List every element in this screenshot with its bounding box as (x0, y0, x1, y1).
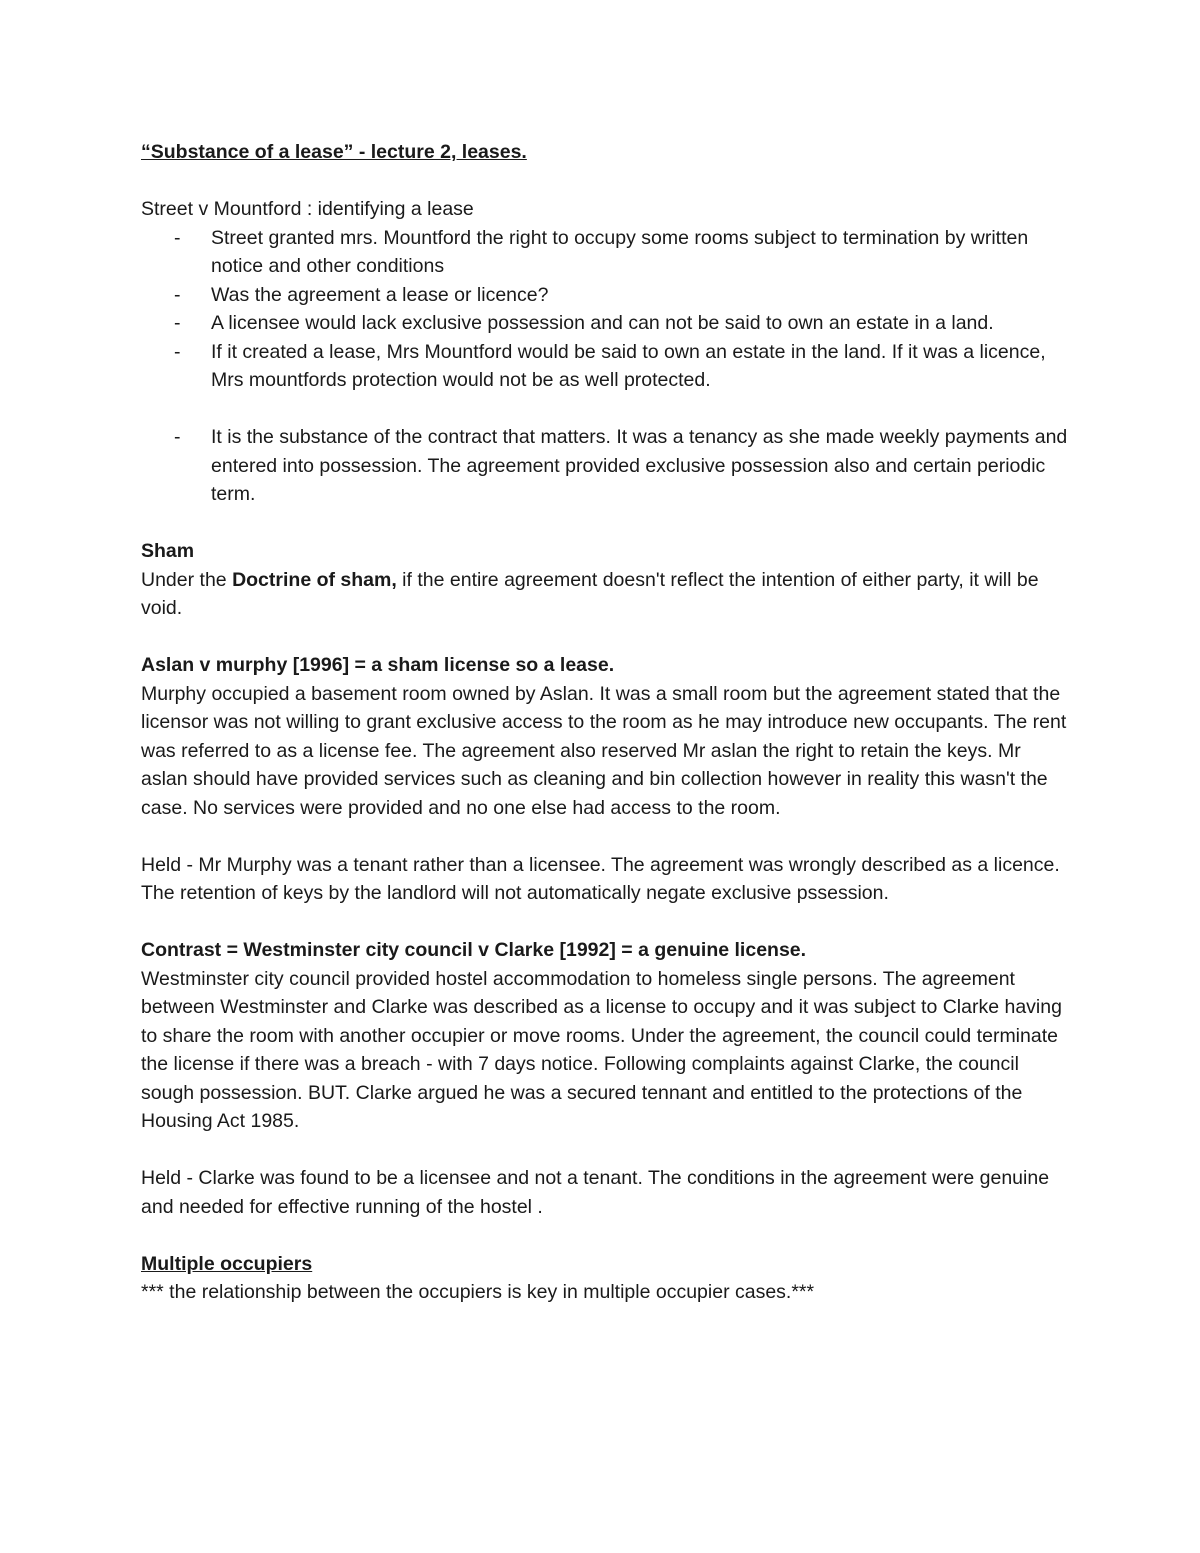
sham-paragraph (141, 566, 1071, 623)
list-item: - A licensee would lack exclusive possession and can not be said to own an estate in a land. (141, 309, 1071, 338)
spacer (141, 167, 1071, 196)
spacer (141, 509, 1071, 538)
westminster-held: Held - Clarke was found to be a licensee and not a tenant. The conditions in the agreement were genuine and needed for effective running of the hostel . (141, 1167, 1050, 1218)
aslan-heading: Aslan v murphy [1996] = a sham license so a lease. (141, 654, 615, 676)
spacer (141, 908, 1071, 937)
list-item: - It is the substance of the contract that matters. It was a tenancy as she made weekly payments and entered into possession. The agreement provided exclusive possession also and certain periodic term. (141, 423, 1071, 509)
westminster-heading: Contrast = Westminster city council v Clarke [1992] = a genuine license. (141, 939, 807, 961)
document-page (141, 138, 1071, 1307)
spacer (141, 1136, 1071, 1165)
list-item: - Was the agreement a lease or licence? (141, 281, 1071, 310)
list-item: - Street granted mrs. Mountford the right to occupy some rooms subject to termination by written notice and other conditions (141, 224, 1071, 281)
aslan-held: Held - Mr Murphy was a tenant rather than a licensee. The agreement was wrongly described as a licence. The retention of keys by the landlord will not automatically negate exclusive pssession. (141, 853, 1060, 904)
spacer (141, 395, 1071, 424)
multiple-occupiers-note: *** the relationship between the occupiers is key in multiple occupier cases.*** (141, 1281, 815, 1303)
aslan-body: Murphy occupied a basement room owned by Aslan. It was a small room but the agreement stated that the licensor was not willing to grant exclusive access to the room as he may introduce new occupants. The rent was referred to as a license fee. The agreement also reserved Mr aslan the right to retain the keys. Mr aslan should have provided services such as cleaning and bin collection however in reality this wasn't the case. No services were provided and no one else had access to the room. (141, 682, 1067, 819)
list-item: - If it created a lease, Mrs Mountford would be said to own an estate in the land. If it was a licence, Mrs mountfords protection would not be as well protected. (141, 338, 1071, 395)
street-bullet-list-2 (141, 423, 1071, 509)
sham-heading: Sham (141, 540, 195, 562)
document-title: “Substance of a lease” - lecture 2, leases. (141, 141, 527, 163)
sham-text-after: if the entire agreement doesn't reflect the intention of either party, it will be void. (141, 568, 1039, 619)
street-bullet-list (141, 224, 1071, 395)
spacer (141, 822, 1071, 851)
sham-doctrine: Doctrine of sham, (232, 568, 397, 591)
street-heading: Street v Mountford : identifying a lease (141, 198, 474, 220)
sham-text-before: Under the (141, 568, 233, 591)
westminster-body: Westminster city council provided hostel accommodation to homeless single persons. The agreement between Westminster and Clarke was described as a license to occupy and it was subject to Clarke having to share the room with another occupier or move rooms. Under the agreement, the council could terminate the license if there was a breach - with 7 days notice. Following complaints against Clarke, the council sough possession. BUT. Clarke argued he was a secured tennant and entitled to the protections of the Housing Act 1985. (141, 967, 1062, 1132)
spacer (141, 1221, 1071, 1250)
multiple-occupiers-heading: Multiple occupiers (141, 1252, 313, 1275)
spacer (141, 623, 1071, 652)
